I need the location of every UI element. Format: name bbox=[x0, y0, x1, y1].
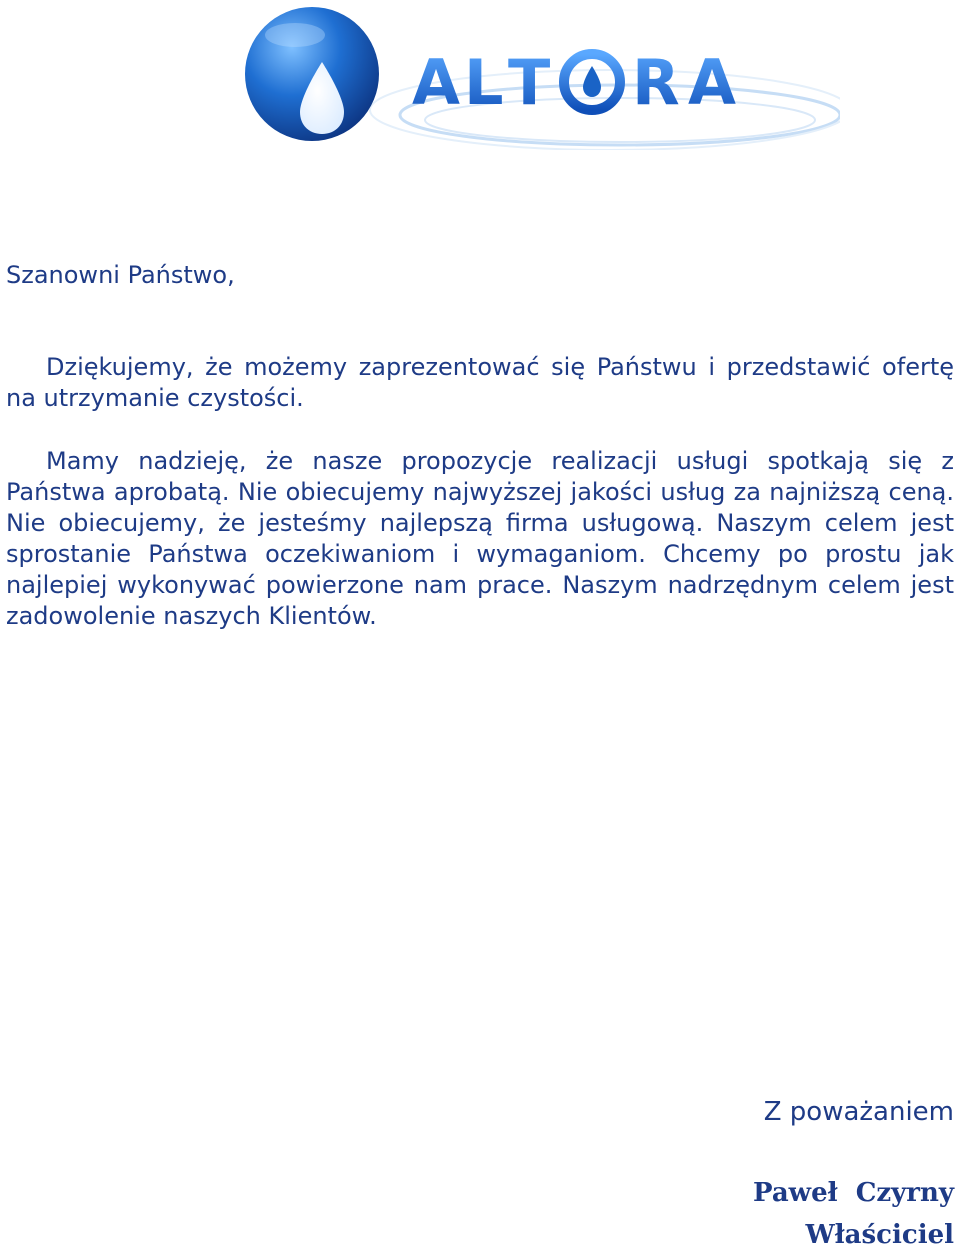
svg-text:R: R bbox=[632, 46, 680, 119]
altora-logo bbox=[240, 0, 840, 150]
letter-greeting: Szanowni Państwo, bbox=[6, 261, 235, 289]
letter-paragraph-intro: Dziękujemy, że możemy zaprezentować się Państwu i przedstawić ofertę na utrzymanie czystości. bbox=[6, 353, 954, 412]
signature-name: Paweł Czyrny bbox=[752, 1178, 954, 1208]
svg-text:A: A bbox=[412, 46, 460, 119]
svg-text:L: L bbox=[464, 46, 504, 119]
svg-text:T: T bbox=[508, 46, 551, 119]
letter-closing: Z poważaniem bbox=[763, 1097, 954, 1127]
svg-text:A: A bbox=[688, 46, 736, 119]
signature-title: Właściciel bbox=[805, 1220, 954, 1250]
letter-paragraph-main: Mamy nadzieję, że nasze propozycje realizacji usługi spotkają się z Państwa aprobatą. Nie obiecujemy najwyższej jakości usług za najniższą ceną. Nie obiecujemy, że jesteśmy najlepszą firma usługową. Naszym celem jest sprostanie Państwa oczekiwaniom i wymaganiom. Chcemy po prostu jak najlepiej wykonywać powierzone nam prace. Naszym nadrzędnym celem jest zadowolenie naszych Klientów. bbox=[6, 447, 954, 630]
